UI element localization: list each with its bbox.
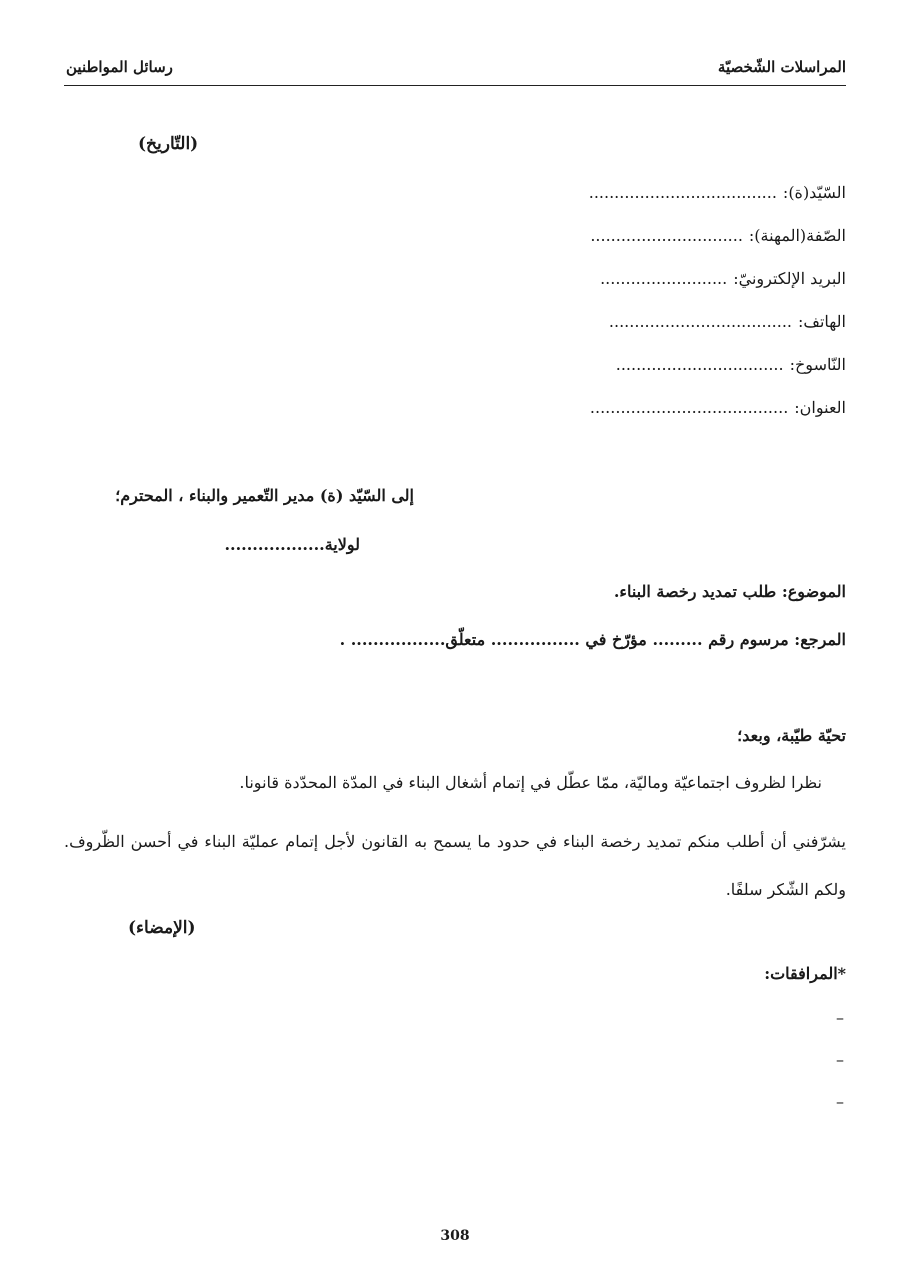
field-label: البريد الإلكترونيّ: <box>733 269 846 288</box>
sender-fax-field <box>616 355 846 374</box>
subject-line: الموضوع: طلب تمديد رخصة البناء. <box>613 582 846 601</box>
sender-phone-field <box>609 312 846 331</box>
reference-line: المرجع: مرسوم رقم ......... مؤرّخ في ................ متعلّق................. . <box>339 630 846 649</box>
sender-profession-field <box>590 226 846 245</box>
date-placeholder: (التّاريخ) <box>138 134 199 154</box>
header-rule <box>64 85 846 86</box>
greeting: تحيّة طيّبة، وبعد؛ <box>737 726 846 745</box>
body-paragraph-1: نظرا لظروف اجتماعيّة وماليّة، ممّا عطّل في إتمام أشغال البناء في المدّة المحدّدة قانونا. <box>239 773 822 792</box>
sender-address-field <box>590 398 846 417</box>
attachment-item: – <box>836 1050 844 1069</box>
field-dots: .................................... <box>608 312 793 331</box>
sender-email-field <box>600 269 846 288</box>
header-book-title: رسائل المواطنين <box>66 58 173 76</box>
field-dots: ......................... <box>600 269 728 288</box>
attachments-heading: *المرافقات: <box>764 964 846 983</box>
page-number: 308 <box>440 1228 470 1244</box>
field-dots: .............................. <box>590 226 743 245</box>
field-label: الصّفة(المهنة): <box>748 226 846 245</box>
header-section-title: المراسلات الشّخصيّة <box>717 58 846 76</box>
field-label: الهاتف: <box>798 312 846 331</box>
recipient-line: إلى السّيّد (ة) مدير التّعمير والبناء ، المحترم؛ <box>115 486 414 505</box>
attachment-item: – <box>836 1008 844 1027</box>
field-label: النّاسوخ: <box>789 355 846 374</box>
body-paragraph-2: يشرّفني أن أطلب منكم تمديد رخصة البناء في حدود ما يسمح به القانون لأجل إتمام عمليّة البناء في أحسن الظّروف. ولكم الشّكر سلفًا. <box>64 832 846 899</box>
recipient-wilaya: لولاية.................. <box>224 535 360 554</box>
field-dots: ................................. <box>615 355 784 374</box>
attachment-item: – <box>836 1092 844 1111</box>
field-label: السّيّد(ة): <box>782 183 846 202</box>
field-dots: ..................................... <box>588 183 777 202</box>
signature-placeholder: (الإمضاء) <box>128 918 196 938</box>
field-dots: ....................................... <box>589 398 789 417</box>
field-label: العنوان: <box>794 398 846 417</box>
sender-name-field <box>589 183 846 202</box>
